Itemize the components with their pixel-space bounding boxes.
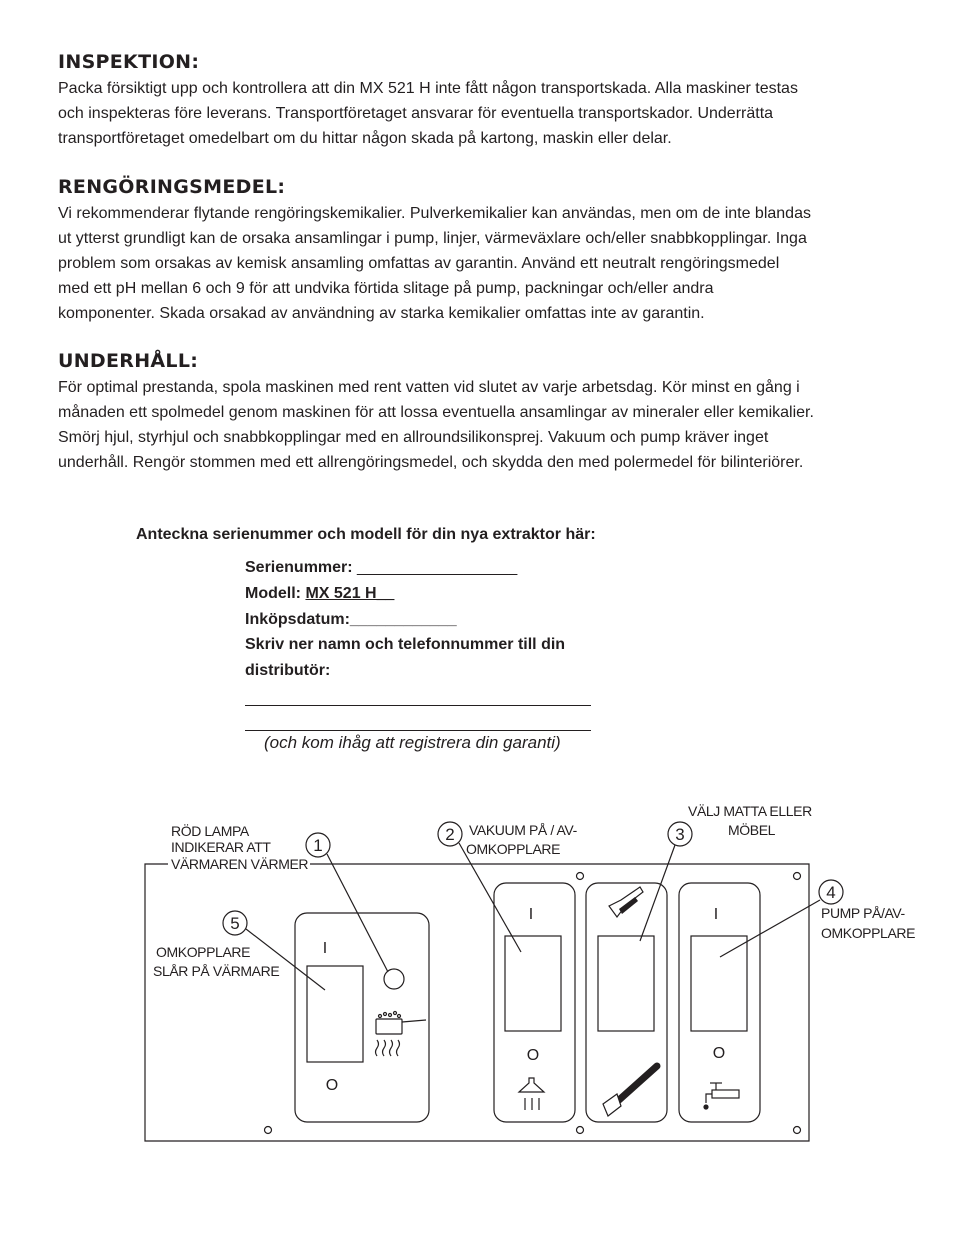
callout-label-4-line1: PUMP PÅ/AV- xyxy=(821,905,905,921)
vacuum-off-mark: O xyxy=(526,1047,540,1064)
callout-num-4: 4 xyxy=(826,883,836,902)
text-line: För optimal prestanda, spola maskinen med rent vatten vid slutet av varje arbetsdag. Kör minst en gång i xyxy=(58,379,800,396)
callout-num-5: 5 xyxy=(230,914,240,933)
section-title-rengoringsmedel: RENGÖRINGSMEDEL: xyxy=(58,176,286,198)
callout-label-2-line1: VAKUUM PÅ / AV- xyxy=(469,822,577,838)
text-line: Smörj hjul, styrhjul och snabbkopplingar med en allroundsilikonsprej. Vakuum och pump kräver inget xyxy=(58,429,769,446)
panel-plate xyxy=(145,864,809,1141)
callout-label-1-line1: RÖD LAMPA xyxy=(171,823,249,839)
model-value: MX 521 H__ xyxy=(305,585,395,602)
record-heading: Anteckna serienummer och modell för din nya extraktor här: xyxy=(136,526,596,543)
pump-on-mark: I xyxy=(713,906,719,923)
text-line: problem som orsakas av kemisk ansamling omfattas av garantin. Använd ett neutralt rengöringsmedel xyxy=(58,255,780,272)
text-line: med ett pH mellan 6 och 9 för att undvika förtida slitage på pump, packningar och/eller andra xyxy=(58,280,714,297)
callout-label-3-line2: MÖBEL xyxy=(728,822,776,838)
serial-label: Serienummer: xyxy=(245,559,353,576)
purchase-blank: ____________ xyxy=(349,611,457,628)
distributor-instruction: Skriv ner namn och telefonnummer till din xyxy=(245,636,566,653)
vacuum-switch xyxy=(505,936,561,1031)
heater-pot-icon xyxy=(376,1012,427,1057)
screw-hole xyxy=(794,873,801,880)
callout-label-4-line2: OMKOPPLARE xyxy=(821,925,916,941)
purchase-label: Inköpsdatum: xyxy=(245,611,350,628)
leader-4 xyxy=(720,900,820,957)
vacuum-on-mark: I xyxy=(528,906,534,923)
callout-num-1: 1 xyxy=(313,836,323,855)
text-line: underhåll. Rengör stommen med ett allrengöringsmedel, och skydda den med polermedel för bilinteriörer. xyxy=(58,454,804,471)
pump-faucet-icon xyxy=(704,1083,739,1109)
callout-label-1-line3: VÄRMAREN VÄRMER xyxy=(171,856,309,872)
carpet-wand-icon xyxy=(603,1066,657,1116)
text-line: Packa försiktigt upp och kontrollera att din MX 521 H inte fått någon transportskada. Alla maskiner testas xyxy=(58,80,798,97)
vacuum-hood-icon xyxy=(519,1078,544,1110)
screw-hole xyxy=(577,873,584,880)
callout-label-5-line2: SLÅR PÅ VÄRMARE xyxy=(153,963,280,979)
warranty-note: (och kom ihåg att registrera din garanti) xyxy=(264,733,561,752)
callout-label-2-line2: OMKOPPLARE xyxy=(466,841,561,857)
serial-blank: __________________ xyxy=(357,559,518,576)
callout-label-1-line2: INDIKERAR ATT xyxy=(171,839,271,855)
pump-switch xyxy=(691,936,747,1031)
leader-2 xyxy=(459,843,521,952)
text-line: komponenter. Skada orsakad av användning av starka kemikalier omfattas inte av garantin. xyxy=(58,305,705,322)
leader-5 xyxy=(246,929,328,990)
model-label: Modell: xyxy=(245,585,301,602)
heater-plate xyxy=(295,913,429,1122)
text-line: och inspekteras före leverans. Transportföretaget ansvarar för eventuella transportskador. Underrätta xyxy=(58,105,774,122)
text-line: transportföretaget omedelbart om du hittar någon skada på kartong, maskin eller delar. xyxy=(58,130,672,147)
callout-num-2: 2 xyxy=(445,825,455,844)
screw-hole xyxy=(577,1127,584,1134)
upholstery-tool-icon xyxy=(609,887,643,917)
distributor-label: distributör: xyxy=(245,662,331,679)
section-title-underhall: UNDERHÅLL: xyxy=(58,350,199,372)
leader-3 xyxy=(640,845,675,941)
heater-on-mark: I xyxy=(322,940,328,957)
tool-select-switch xyxy=(598,936,654,1031)
vacuum-plate xyxy=(494,883,575,1122)
heater-off-mark: O xyxy=(325,1077,339,1094)
pump-off-mark: O xyxy=(712,1045,726,1062)
screw-hole xyxy=(794,1127,801,1134)
text-line: Vi rekommenderar flytande rengöringskemikalier. Pulverkemikalier kan användas, men om de inte blandas xyxy=(58,205,811,222)
text-line: ut ytterst grundligt kan de orsaka ansamlingar i pump, linjer, värmeväxlare och/eller snabbkopplingar. Inga xyxy=(58,230,807,247)
callout-num-3: 3 xyxy=(675,825,685,844)
red-lamp-indicator xyxy=(384,969,404,989)
screw-hole xyxy=(265,1127,272,1134)
heater-switch xyxy=(307,966,363,1062)
callout-label-3-line1: VÄLJ MATTA ELLER xyxy=(688,803,812,819)
callout-label-5-line1: OMKOPPLARE xyxy=(156,944,251,960)
text-line: månaden ett spolmedel genom maskinen för att lossa eventuella ansamlingar av mineraler eller kemikalier. xyxy=(58,404,814,421)
section-title-inspektion: INSPEKTION: xyxy=(58,51,200,73)
